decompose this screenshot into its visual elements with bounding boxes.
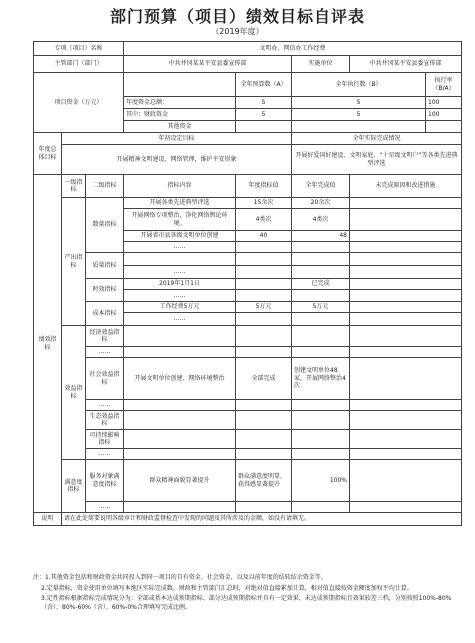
- indicator-target: 群众满意度明显，获得感显著提升: [236, 460, 292, 502]
- indicator-content: 开展各类先进典型评选: [124, 198, 236, 209]
- indicator-target: 40: [236, 231, 292, 242]
- indicator-row: [34, 198, 462, 209]
- indicator-content: 开展网络专项整治，净化网络舆论环境。: [124, 209, 236, 231]
- dept-value: 中共井冈某某平安县委宣传部: [124, 56, 292, 73]
- quantity-label: 数量指标: [86, 198, 124, 253]
- time-label: 时效指标: [86, 279, 124, 302]
- funds-header-executed: 全年执行数（B）: [292, 73, 426, 97]
- funds-header-budget: 全年预算数（A）: [236, 73, 292, 97]
- indicator-section-label: 绩效指标: [34, 175, 62, 513]
- goals-content-row: [34, 145, 462, 175]
- indicator-row-ellipsis: ……: [34, 400, 462, 411]
- project-name-label: 专项（项目）名称: [34, 42, 124, 56]
- project-name-row: [34, 42, 462, 56]
- goals-actual: 开展好爱国好建设、文明家庭、“十星级文明户”等各类先进典型评选: [292, 145, 462, 175]
- economic-label: 经济效益指标: [86, 326, 124, 347]
- indicator-header-actual: 全年完成值: [292, 175, 350, 198]
- funds-row-executed: 5: [292, 109, 426, 121]
- indicator-actual: 4类次: [292, 209, 350, 231]
- benefit-label: 效益指标: [62, 326, 86, 460]
- goals-actual-header: 全年实际完成情况: [292, 133, 462, 145]
- indicator-row: [34, 358, 462, 400]
- indicator-header-level1: 一级指标: [62, 175, 86, 198]
- funds-row-label: 年度资金总额：: [124, 97, 236, 109]
- dept-row: [34, 56, 462, 73]
- indicator-row-ellipsis: ……: [34, 313, 462, 326]
- indicator-content: 工作经费5万元: [124, 302, 236, 313]
- indicator-header-level2: 二级指标: [86, 175, 124, 198]
- indicator-content: 开展文明单位创建、网络环境整治: [124, 358, 236, 400]
- indicator-target: 4类次: [236, 209, 292, 231]
- funds-row-budget: 5: [236, 109, 292, 121]
- indicator-row-ellipsis: ……: [34, 242, 462, 253]
- project-name-value: 文明办、网信办工作经费: [124, 42, 462, 56]
- footnote: 注：1.其他资金包括和财政资金共同投入到同一项目的自有资金、社会资金，以及以前年度的结转结余资金等。: [33, 574, 327, 581]
- env-label: 生态效益指标: [86, 411, 124, 430]
- funds-label: 项目资金（万元）: [34, 73, 124, 133]
- indicator-header-content: 指标内容: [124, 175, 236, 198]
- indicator-header-row: [34, 175, 462, 198]
- footnotes: [33, 574, 463, 615]
- indicator-header-target: 年度指标值: [236, 175, 292, 198]
- indicator-row: [34, 326, 462, 347]
- funds-row-budget: 5: [236, 97, 292, 109]
- sustain-label: 可持续影响指标: [86, 430, 124, 449]
- indicator-actual: 创建文明单位48家，开展网络整治4次: [292, 358, 350, 400]
- funds-row-rate: 100: [426, 97, 462, 109]
- impl-label: 实施单位: [292, 56, 350, 73]
- indicator-row-ellipsis: ……: [34, 449, 462, 460]
- indicator-target: 全部完成: [236, 358, 292, 400]
- funds-header-rate: 执行率（B/A）: [426, 73, 462, 97]
- cost-label: 成本指标: [86, 302, 124, 326]
- satisfaction-label: 满意度指标: [62, 460, 86, 513]
- indicator-target: 5万元: [236, 302, 292, 313]
- indicator-row: [34, 460, 462, 502]
- funds-row-label: 其他资金: [124, 121, 236, 133]
- year-subtitle: （2019年度）: [211, 27, 264, 36]
- indicator-row-ellipsis: ……: [34, 347, 462, 358]
- indicator-header-reason: 未完成原因和改进措施: [350, 175, 462, 198]
- footnote: 2.定量指标，资金使用单位填写本地区实际完成数。财政和主管部门汇总时，对绝对值直接累加计算，相对值直接按资金额度加权平均计算。: [41, 584, 413, 592]
- indicator-row: [34, 430, 462, 449]
- goals-header-row: [34, 133, 462, 145]
- indicator-actual: 100%: [292, 460, 350, 502]
- goals-expected-header: 年初设定目标: [62, 133, 292, 145]
- funds-row-label: 其中：财政资金: [124, 109, 236, 121]
- impl-value: 中共井冈某平安县委宣传部: [350, 56, 462, 73]
- output-label: 产出指标: [62, 198, 86, 326]
- funds-row-rate: 100: [426, 109, 462, 121]
- goals-label: 年度总体目标: [34, 133, 62, 175]
- evaluation-table: [33, 41, 462, 526]
- indicator-row: [34, 279, 462, 290]
- goals-expected: 开展精神文明建设、网络管理，维护平安形象: [62, 145, 292, 175]
- indicator-content: 2019年1月1日: [124, 279, 236, 290]
- indicator-row: [34, 411, 462, 430]
- funds-row-executed: 5: [292, 97, 426, 109]
- indicator-row-ellipsis: ……: [34, 290, 462, 302]
- indicator-actual: 已完成: [292, 279, 350, 290]
- indicator-content: 群众精神面貌显著提升: [124, 460, 236, 502]
- indicator-row: [34, 253, 462, 266]
- service-label: 服务对象满意度指标: [86, 460, 124, 502]
- indicator-actual: 48: [292, 231, 350, 242]
- funds-header-row: [34, 73, 462, 97]
- indicator-row-ellipsis: ……: [34, 502, 462, 513]
- indicator-target: [236, 279, 292, 290]
- indicator-content: 开展省市县各级文明单位创建: [124, 231, 236, 242]
- indicator-actual: 20余次: [292, 198, 350, 209]
- indicator-target: 15余次: [236, 198, 292, 209]
- remarks-row: [34, 513, 462, 526]
- social-label: 社会效益指标: [86, 358, 124, 400]
- quality-label: 质量指标: [86, 253, 124, 279]
- dept-label: 主管部门（部门）: [34, 56, 124, 73]
- indicator-row-ellipsis: ……: [34, 266, 462, 279]
- footnote: 3.定性指标根据指标完成情况分为：全部或基本达成预期指标、部分达成预期指标并具有一定效果、未达成预期指标且效果较差三档，分别按照100%-80%（含）、80%-60%（含）、60%-0%合理填写完成比例。: [41, 595, 452, 612]
- remarks-text: 请在此处简要说明各级审计和财政监督检查中发现的问题及其所涉及的金额，如没有请填无。: [62, 513, 462, 526]
- indicator-row: [34, 302, 462, 313]
- page-title: 部门预算（项目）绩效目标自评表: [109, 7, 365, 26]
- indicator-actual: 5万元: [292, 302, 350, 313]
- remarks-label: 说明: [34, 513, 62, 526]
